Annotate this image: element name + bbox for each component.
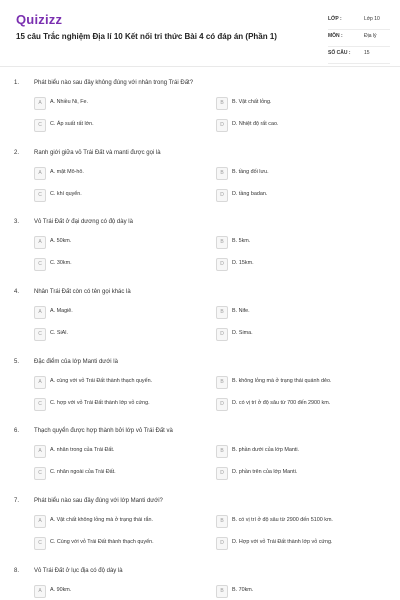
option-text: A. 50km. [50,238,72,244]
option-a[interactable] [34,514,204,528]
question-text: Phát biểu nào sau đây không đúng với nhân trong Trái Đất? [34,80,194,86]
question-number: 5. [14,359,20,365]
option-b[interactable] [216,96,386,110]
option-a[interactable] [34,444,204,458]
worksheet-header [0,0,400,66]
meta-class-value: Lớp 10 [364,16,380,22]
option-c[interactable] [34,257,204,271]
option-text: B. Nife. [232,308,250,314]
question-3 [0,219,400,289]
option-a[interactable] [34,166,204,180]
option-letter-badge: A [34,585,46,598]
option-letter-badge: C [34,537,46,550]
option-text: C. Cùng với vỏ Trái Đất thành thạch quyển. [50,539,154,545]
option-letter-badge: D [216,189,228,202]
option-d[interactable] [216,466,386,480]
option-d[interactable] [216,536,386,550]
option-letter-badge: D [216,119,228,132]
option-text: A. nhân trong của Trái Đất. [50,447,115,453]
meta-subject-row [328,30,390,47]
option-c[interactable] [34,397,204,411]
option-letter-badge: A [34,515,46,528]
option-text: A. mặt Mô-hô. [50,169,84,175]
question-1 [0,80,400,150]
option-letter-badge: B [216,97,228,110]
option-b[interactable] [216,375,386,389]
option-c[interactable] [34,466,204,480]
meta-class-label: LỚP : [328,16,342,22]
question-number: 2. [14,150,20,156]
option-letter-badge: A [34,236,46,249]
option-text: D. Nhiệt độ rất cao. [232,121,279,127]
option-text: B. không lỏng mà ở trạng thái quánh dẻo. [232,378,332,384]
question-text: Vỏ Trái Đất ở đại dương có độ dày là [34,219,133,225]
option-d[interactable] [216,257,386,271]
option-text: C. hợp với vỏ Trái Đất thành lớp vỏ cứng. [50,400,150,406]
option-letter-badge: B [216,236,228,249]
option-text: B. 70km. [232,587,254,593]
option-letter-badge: C [34,467,46,480]
option-text: C. SiAl. [50,330,68,336]
option-text: D. 15km. [232,260,254,266]
header-divider [0,66,400,67]
option-letter-badge: C [34,258,46,271]
option-c[interactable] [34,188,204,202]
meta-subject-value: Địa lý [364,33,377,39]
option-b[interactable] [216,166,386,180]
option-d[interactable] [216,118,386,132]
option-letter-badge: D [216,328,228,341]
option-b[interactable] [216,584,386,598]
option-text: D. phần trên của lớp Manti. [232,469,298,475]
option-letter-badge: D [216,398,228,411]
option-d[interactable] [216,327,386,341]
option-d[interactable] [216,397,386,411]
meta-subject-label: MÔN : [328,33,343,39]
question-text: Đặc điểm của lớp Manti dưới là [34,359,118,365]
option-text: C. nhân ngoài của Trái Đất. [50,469,116,475]
question-text: Ranh giới giữa vỏ Trái Đất và manti được gọi là [34,150,161,156]
option-letter-badge: B [216,515,228,528]
question-6 [0,428,400,498]
option-letter-badge: D [216,258,228,271]
meta-count-label: SỐ CÂU : [328,50,351,56]
option-d[interactable] [216,188,386,202]
option-b[interactable] [216,235,386,249]
option-a[interactable] [34,584,204,598]
option-letter-badge: C [34,328,46,341]
option-a[interactable] [34,305,204,319]
question-number: 4. [14,289,20,295]
option-text: A. Magiê. [50,308,73,314]
option-text: B. tầng đối lưu. [232,169,269,175]
option-c[interactable] [34,118,204,132]
question-text: Nhân Trái Đất còn có tên gọi khác là [34,289,131,295]
option-letter-badge: B [216,376,228,389]
option-text: D. Sima. [232,330,253,336]
question-number: 8. [14,568,20,574]
option-c[interactable] [34,536,204,550]
option-text: B. 5km. [232,238,251,244]
option-letter-badge: B [216,585,228,598]
option-letter-badge: A [34,306,46,319]
option-text: C. 30km. [50,260,72,266]
option-b[interactable] [216,305,386,319]
question-text: Thạch quyển được hợp thành bởi lớp vỏ Trái Đất và [34,428,173,434]
option-a[interactable] [34,235,204,249]
option-text: D. có vị trí ở độ sâu từ 700 đến 2900 km. [232,400,331,406]
option-a[interactable] [34,375,204,389]
question-text: Phát biểu nào sau đây đúng với lớp Manti dưới? [34,498,163,504]
option-letter-badge: B [216,167,228,180]
option-b[interactable] [216,514,386,528]
option-text: C. Áp suất rất lớn. [50,121,94,127]
question-number: 6. [14,428,20,434]
option-letter-badge: A [34,167,46,180]
question-8 [0,568,400,600]
option-letter-badge: B [216,306,228,319]
option-text: D. Hợp với vỏ Trái Đất thành lớp vỏ cứng. [232,539,333,545]
question-2 [0,150,400,220]
option-b[interactable] [216,444,386,458]
meta-class-row [328,13,390,30]
meta-count-value: 15 [364,50,370,56]
option-text: C. khí quyển. [50,191,82,197]
option-letter-badge: A [34,376,46,389]
option-text: D. tầng badan. [232,191,268,197]
option-text: B. phần dưới của lớp Manti. [232,447,300,453]
worksheet-meta [328,13,390,64]
option-text: B. Vật chất lỏng. [232,99,272,105]
option-letter-badge: C [34,398,46,411]
option-text: A. cùng với vỏ Trái Đất thành thạch quyển. [50,378,153,384]
option-a[interactable] [34,96,204,110]
option-text: A. Vật chất không lỏng mà ở trạng thái rắn. [50,517,154,523]
question-number: 3. [14,219,20,225]
option-letter-badge: A [34,445,46,458]
option-letter-badge: B [216,445,228,458]
question-7 [0,498,400,568]
question-text: Vỏ Trái Đất ở lục địa có độ dày là [34,568,123,574]
quizizz-logo: Quizizz [16,12,63,27]
question-5 [0,359,400,429]
option-text: A. Nhiều Ni, Fe. [50,99,89,105]
option-letter-badge: C [34,119,46,132]
option-letter-badge: D [216,467,228,480]
option-text: B. có vị trí ở độ sâu từ 2900 đến 5100 km. [232,517,333,523]
question-number: 1. [14,80,20,86]
option-letter-badge: D [216,537,228,550]
option-text: A. 90km. [50,587,72,593]
worksheet-title: 15 câu Trắc nghiệm Địa lí 10 Kết nối tri thức Bài 4 có đáp án (Phần 1) [16,32,277,41]
option-letter-badge: A [34,97,46,110]
option-letter-badge: C [34,189,46,202]
meta-count-row [328,47,390,64]
question-4 [0,289,400,359]
option-c[interactable] [34,327,204,341]
question-number: 7. [14,498,20,504]
